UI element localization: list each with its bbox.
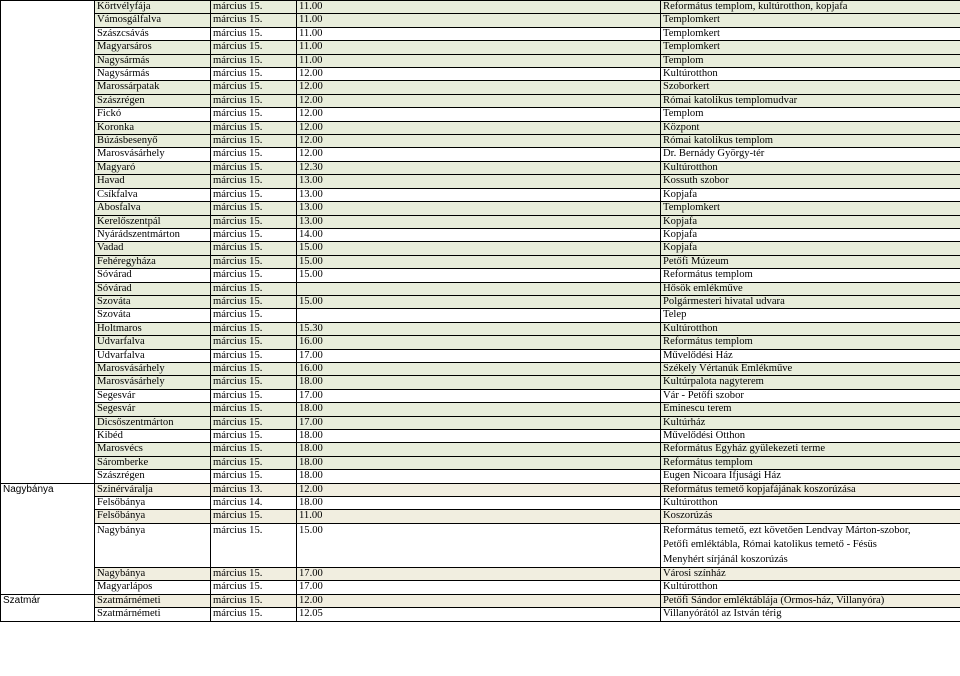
date-cell[interactable]: március 15. xyxy=(211,269,297,282)
table-row xyxy=(1,295,960,308)
table-row xyxy=(1,255,960,268)
table-row xyxy=(1,568,960,581)
date-cell[interactable]: március 15. xyxy=(211,188,297,201)
time-cell[interactable]: 16.00 xyxy=(297,362,661,375)
time-cell[interactable]: 18.00 xyxy=(297,456,661,469)
table-row xyxy=(1,228,960,241)
venue-cell[interactable]: Vár - Petőfi szobor xyxy=(661,389,960,402)
table-row xyxy=(1,202,960,215)
region-cell[interactable] xyxy=(1,1,95,484)
table-row xyxy=(1,336,960,349)
time-cell[interactable]: 18.00 xyxy=(297,470,661,483)
settlement-cell[interactable]: Nyárádszentmárton xyxy=(95,228,211,241)
date-cell[interactable]: március 15. xyxy=(211,403,297,416)
venue-cell[interactable] xyxy=(661,523,960,567)
venue-cell[interactable]: Villanyórától az István térig xyxy=(661,608,960,621)
settlement-cell[interactable]: Szatmárnémeti xyxy=(95,608,211,621)
date-cell[interactable]: március 15. xyxy=(211,376,297,389)
time-cell[interactable]: 15.30 xyxy=(297,322,661,335)
table-row xyxy=(1,27,960,40)
venue-cell[interactable]: Református templom, kultúrotthon, kopjafa xyxy=(661,1,960,14)
table-row xyxy=(1,188,960,201)
venue-cell[interactable]: Templomkert xyxy=(661,14,960,27)
time-cell[interactable]: 12.00 xyxy=(297,483,661,496)
settlement-cell[interactable]: Szinérváralja xyxy=(95,483,211,496)
venue-cell[interactable]: Református templom xyxy=(661,336,960,349)
time-cell[interactable]: 14.00 xyxy=(297,228,661,241)
time-cell[interactable]: 12.00 xyxy=(297,68,661,81)
date-cell[interactable]: március 15. xyxy=(211,68,297,81)
settlement-cell[interactable]: Magyaró xyxy=(95,161,211,174)
settlement-cell[interactable]: Szászrégen xyxy=(95,470,211,483)
settlement-cell[interactable]: Havad xyxy=(95,175,211,188)
settlement-cell[interactable]: Kerelőszentpál xyxy=(95,215,211,228)
time-cell[interactable]: 13.00 xyxy=(297,188,661,201)
venue-cell[interactable]: Szoborkert xyxy=(661,81,960,94)
table-row xyxy=(1,81,960,94)
venue-cell[interactable]: Templomkert xyxy=(661,202,960,215)
venue-cell[interactable]: Kultúrház xyxy=(661,416,960,429)
time-cell[interactable]: 11.00 xyxy=(297,54,661,67)
settlement-cell[interactable]: Marossárpatak xyxy=(95,81,211,94)
venue-cell[interactable]: Kultúrotthon xyxy=(661,322,960,335)
date-cell[interactable]: március 15. xyxy=(211,443,297,456)
table-row xyxy=(1,14,960,27)
time-cell[interactable]: 12.00 xyxy=(297,121,661,134)
settlement-cell[interactable]: Segesvár xyxy=(95,389,211,402)
table-row xyxy=(1,430,960,443)
date-cell[interactable]: március 15. xyxy=(211,510,297,523)
table-row xyxy=(1,322,960,335)
table-row xyxy=(1,497,960,510)
venue-cell[interactable]: Petőfi Sándor emléktáblája (Ormos-ház, Villanyóra) xyxy=(661,594,960,607)
table-row xyxy=(1,523,960,567)
date-cell[interactable]: március 15. xyxy=(211,568,297,581)
venue-cell[interactable]: Református templom xyxy=(661,456,960,469)
settlement-cell[interactable]: Szászrégen xyxy=(95,94,211,107)
time-cell[interactable]: 12.00 xyxy=(297,135,661,148)
venue-cell[interactable]: Kultúrotthon xyxy=(661,581,960,594)
table-row xyxy=(1,135,960,148)
table-row xyxy=(1,108,960,121)
venue-line: Petőfi emléktábla, Római katolikus temető - Fésüs xyxy=(663,539,877,551)
table-row xyxy=(1,416,960,429)
time-cell[interactable] xyxy=(297,282,661,295)
date-cell[interactable]: március 15. xyxy=(211,581,297,594)
settlement-cell[interactable]: Marosvásárhely xyxy=(95,362,211,375)
venue-cell[interactable]: Kossuth szobor xyxy=(661,175,960,188)
venue-cell[interactable]: Kopjafa xyxy=(661,215,960,228)
date-cell[interactable]: március 15. xyxy=(211,242,297,255)
settlement-cell[interactable]: Felsőbánya xyxy=(95,510,211,523)
venue-line: Református temető, ezt követően Lendvay Márton-szobor, xyxy=(663,524,911,536)
venue-line: Menyhért sírjánál koszorúzás xyxy=(663,553,788,565)
time-cell[interactable]: 17.00 xyxy=(297,568,661,581)
settlement-cell[interactable]: Holtmaros xyxy=(95,322,211,335)
date-cell[interactable]: március 15. xyxy=(211,1,297,14)
table-row xyxy=(1,148,960,161)
venue-cell[interactable]: Központ xyxy=(661,121,960,134)
date-cell[interactable]: március 15. xyxy=(211,228,297,241)
table-row xyxy=(1,282,960,295)
date-cell[interactable]: március 15. xyxy=(211,148,297,161)
table-row xyxy=(1,483,960,496)
settlement-cell[interactable]: Nagysármás xyxy=(95,54,211,67)
table-row xyxy=(1,349,960,362)
table-row xyxy=(1,443,960,456)
date-cell[interactable]: március 15. xyxy=(211,470,297,483)
time-cell[interactable]: 17.00 xyxy=(297,349,661,362)
time-cell[interactable]: 18.00 xyxy=(297,403,661,416)
table-row xyxy=(1,362,960,375)
settlement-cell[interactable]: Marosvécs xyxy=(95,443,211,456)
venue-cell[interactable]: Templom xyxy=(661,54,960,67)
time-cell[interactable]: 15.00 xyxy=(297,295,661,308)
time-cell[interactable]: 17.00 xyxy=(297,416,661,429)
settlement-cell[interactable]: Nagysármás xyxy=(95,68,211,81)
venue-cell[interactable]: Eminescu terem xyxy=(661,403,960,416)
date-cell[interactable]: március 15. xyxy=(211,94,297,107)
table-body xyxy=(1,1,960,622)
settlement-cell[interactable]: Magyarsáros xyxy=(95,41,211,54)
settlement-cell[interactable]: Fickó xyxy=(95,108,211,121)
date-cell[interactable]: március 15. xyxy=(211,135,297,148)
date-cell[interactable]: március 15. xyxy=(211,295,297,308)
time-cell[interactable]: 12.00 xyxy=(297,148,661,161)
table-row xyxy=(1,403,960,416)
table-row xyxy=(1,94,960,107)
time-cell[interactable]: 12.00 xyxy=(297,108,661,121)
venue-cell[interactable]: Templom xyxy=(661,108,960,121)
date-cell[interactable]: március 15. xyxy=(211,175,297,188)
settlement-cell[interactable]: Nagybánya xyxy=(95,568,211,581)
date-cell[interactable]: március 13. xyxy=(211,483,297,496)
time-cell[interactable]: 13.00 xyxy=(297,202,661,215)
date-cell[interactable]: március 14. xyxy=(211,497,297,510)
table-row xyxy=(1,1,960,14)
venue-cell[interactable]: Hősök emlékműve xyxy=(661,282,960,295)
venue-cell[interactable]: Kopjafa xyxy=(661,228,960,241)
time-cell[interactable]: 15.00 xyxy=(297,523,661,567)
date-cell[interactable]: március 15. xyxy=(211,430,297,443)
time-cell[interactable]: 12.00 xyxy=(297,94,661,107)
table-row xyxy=(1,470,960,483)
settlement-cell[interactable]: Körtvélyfája xyxy=(95,1,211,14)
date-cell[interactable]: március 15. xyxy=(211,81,297,94)
time-cell[interactable]: 11.00 xyxy=(297,510,661,523)
date-cell[interactable]: március 15. xyxy=(211,27,297,40)
date-cell[interactable]: március 15. xyxy=(211,336,297,349)
table-row xyxy=(1,608,960,621)
region-cell[interactable]: Nagybánya xyxy=(1,483,95,594)
settlement-cell[interactable]: Marosvásárhely xyxy=(95,148,211,161)
table-row xyxy=(1,68,960,81)
date-cell[interactable]: március 15. xyxy=(211,523,297,567)
venue-cell[interactable]: Kultúrotthon xyxy=(661,161,960,174)
table-row xyxy=(1,215,960,228)
settlement-cell[interactable]: Udvarfalva xyxy=(95,336,211,349)
settlement-cell[interactable]: Csíkfalva xyxy=(95,188,211,201)
table-row xyxy=(1,376,960,389)
date-cell[interactable]: március 15. xyxy=(211,14,297,27)
time-cell[interactable]: 15.00 xyxy=(297,242,661,255)
venue-cell[interactable]: Kopjafa xyxy=(661,242,960,255)
settlement-cell[interactable]: Vámosgálfalva xyxy=(95,14,211,27)
table-row xyxy=(1,41,960,54)
settlement-cell[interactable]: Dicsőszentmárton xyxy=(95,416,211,429)
settlement-cell[interactable]: Koronka xyxy=(95,121,211,134)
table-row xyxy=(1,456,960,469)
table-row xyxy=(1,242,960,255)
table-row xyxy=(1,269,960,282)
settlement-cell[interactable]: Szováta xyxy=(95,309,211,322)
settlement-cell[interactable]: Szászcsávás xyxy=(95,27,211,40)
venue-cell[interactable]: Eugen Nicoara Ifjusági Ház xyxy=(661,470,960,483)
date-cell[interactable]: március 15. xyxy=(211,456,297,469)
settlement-cell[interactable]: Szováta xyxy=(95,295,211,308)
time-cell[interactable]: 12.00 xyxy=(297,594,661,607)
venue-cell[interactable]: Kultúrpalota nagyterem xyxy=(661,376,960,389)
settlement-cell[interactable]: Sóvárad xyxy=(95,269,211,282)
date-cell[interactable]: március 15. xyxy=(211,322,297,335)
time-cell[interactable]: 13.00 xyxy=(297,215,661,228)
table-row xyxy=(1,309,960,322)
time-cell[interactable]: 11.00 xyxy=(297,14,661,27)
time-cell[interactable]: 12.00 xyxy=(297,81,661,94)
venue-cell[interactable]: Református Egyház gyülekezeti terme xyxy=(661,443,960,456)
time-cell[interactable]: 17.00 xyxy=(297,389,661,402)
venue-cell[interactable]: Művelődési Otthon xyxy=(661,430,960,443)
date-cell[interactable]: március 15. xyxy=(211,161,297,174)
time-cell[interactable]: 17.00 xyxy=(297,581,661,594)
time-cell[interactable]: 15.00 xyxy=(297,269,661,282)
venue-cell[interactable]: Templomkert xyxy=(661,41,960,54)
venue-cell[interactable]: Református templom xyxy=(661,269,960,282)
settlement-cell[interactable]: Sóvárad xyxy=(95,282,211,295)
date-cell[interactable]: március 15. xyxy=(211,54,297,67)
date-cell[interactable]: március 15. xyxy=(211,594,297,607)
venue-cell[interactable]: Református temető kopjafájának koszorúzása xyxy=(661,483,960,496)
date-cell[interactable]: március 15. xyxy=(211,202,297,215)
settlement-cell[interactable]: Magyarlápos xyxy=(95,581,211,594)
table-row xyxy=(1,594,960,607)
time-cell[interactable] xyxy=(297,309,661,322)
venue-cell[interactable]: Római katolikus templom xyxy=(661,135,960,148)
venue-cell[interactable]: Művelődési Ház xyxy=(661,349,960,362)
venue-cell[interactable]: Kultúrotthon xyxy=(661,497,960,510)
date-cell[interactable]: március 15. xyxy=(211,108,297,121)
settlement-cell[interactable]: Szatmárnémeti xyxy=(95,594,211,607)
venue-cell[interactable]: Kopjafa xyxy=(661,188,960,201)
date-cell[interactable]: március 15. xyxy=(211,608,297,621)
date-cell[interactable]: március 15. xyxy=(211,389,297,402)
time-cell[interactable]: 18.00 xyxy=(297,497,661,510)
settlement-cell[interactable]: Marosvásárhely xyxy=(95,376,211,389)
venue-cell[interactable]: Telep xyxy=(661,309,960,322)
date-cell[interactable]: március 15. xyxy=(211,362,297,375)
date-cell[interactable]: március 15. xyxy=(211,41,297,54)
date-cell[interactable]: március 15. xyxy=(211,215,297,228)
table-row xyxy=(1,54,960,67)
date-cell[interactable]: március 15. xyxy=(211,349,297,362)
region-cell[interactable]: Szatmár xyxy=(1,594,95,621)
date-cell[interactable]: március 15. xyxy=(211,121,297,134)
table-row xyxy=(1,121,960,134)
time-cell[interactable]: 18.00 xyxy=(297,443,661,456)
date-cell[interactable]: március 15. xyxy=(211,255,297,268)
settlement-cell[interactable]: Sáromberke xyxy=(95,456,211,469)
settlement-cell[interactable]: Felsőbánya xyxy=(95,497,211,510)
venue-cell[interactable]: Székely Vértanúk Emlékműve xyxy=(661,362,960,375)
settlement-cell[interactable]: Nagybánya xyxy=(95,523,211,567)
time-cell[interactable]: 12.05 xyxy=(297,608,661,621)
venue-cell[interactable]: Templomkert xyxy=(661,27,960,40)
time-cell[interactable]: 18.00 xyxy=(297,376,661,389)
table-row xyxy=(1,510,960,523)
venue-cell[interactable]: Petőfi Múzeum xyxy=(661,255,960,268)
table-row xyxy=(1,389,960,402)
time-cell[interactable]: 11.00 xyxy=(297,27,661,40)
venue-cell[interactable]: Városi színház xyxy=(661,568,960,581)
settlement-cell[interactable]: Segesvár xyxy=(95,403,211,416)
date-cell[interactable]: március 15. xyxy=(211,309,297,322)
venue-cell[interactable]: Dr. Bernády György-tér xyxy=(661,148,960,161)
settlement-cell[interactable]: Kibéd xyxy=(95,430,211,443)
settlement-cell[interactable]: Fehéregyháza xyxy=(95,255,211,268)
time-cell[interactable]: 11.00 xyxy=(297,41,661,54)
table-row xyxy=(1,581,960,594)
time-cell[interactable]: 12.30 xyxy=(297,161,661,174)
venue-cell[interactable]: Római katolikus templomudvar xyxy=(661,94,960,107)
table-row xyxy=(1,161,960,174)
venue-cell[interactable]: Koszorúzás xyxy=(661,510,960,523)
time-cell[interactable]: 15.00 xyxy=(297,255,661,268)
venue-cell[interactable]: Polgármesteri hivatal udvara xyxy=(661,295,960,308)
time-cell[interactable]: 11.00 xyxy=(297,1,661,14)
settlement-cell[interactable]: Búzásbesenyő xyxy=(95,135,211,148)
date-cell[interactable]: március 15. xyxy=(211,282,297,295)
time-cell[interactable]: 18.00 xyxy=(297,430,661,443)
date-cell[interactable]: március 15. xyxy=(211,416,297,429)
venue-cell[interactable]: Kultúrotthon xyxy=(661,68,960,81)
settlement-cell[interactable]: Abosfalva xyxy=(95,202,211,215)
time-cell[interactable]: 16.00 xyxy=(297,336,661,349)
settlement-cell[interactable]: Vadad xyxy=(95,242,211,255)
settlement-cell[interactable]: Udvarfalva xyxy=(95,349,211,362)
time-cell[interactable]: 13.00 xyxy=(297,175,661,188)
table-row xyxy=(1,175,960,188)
